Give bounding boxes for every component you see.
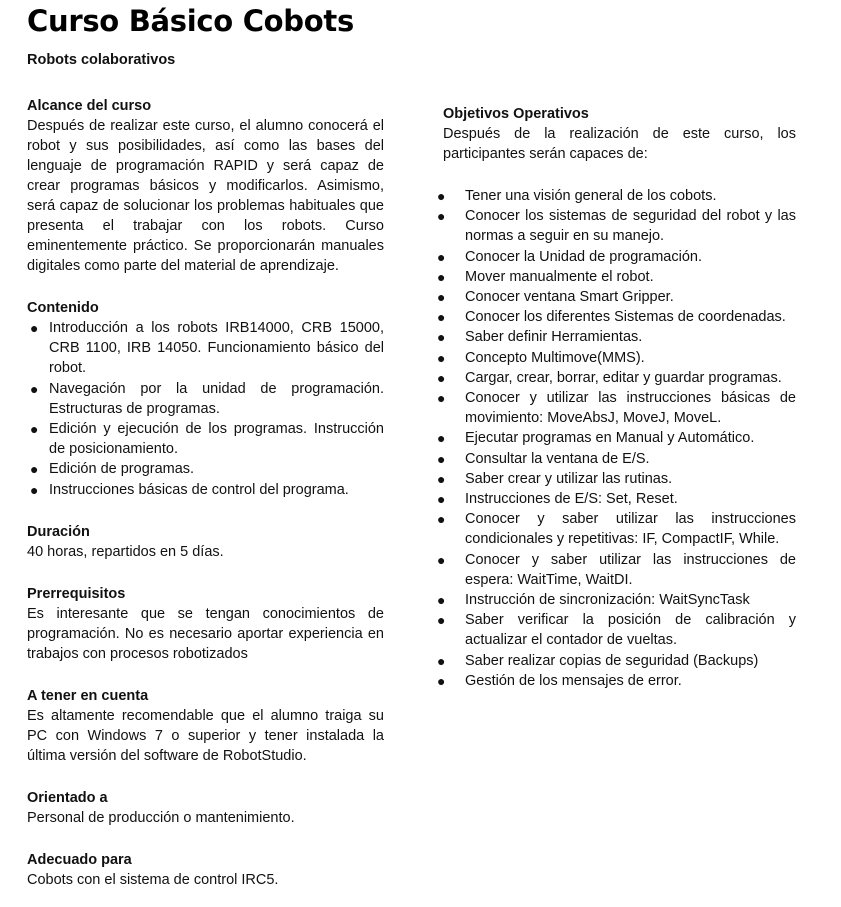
objetivos-list — [437, 186, 796, 691]
bullet-icon: ● — [437, 511, 446, 528]
bullet-icon: ● — [437, 268, 446, 285]
bullet-icon: ● — [30, 421, 39, 438]
bullet-icon: ● — [437, 349, 446, 366]
bullet-icon: ● — [437, 188, 446, 204]
bullet-icon: ● — [437, 369, 446, 386]
section-tener-en-cuenta — [27, 686, 384, 766]
list-item: ● Conocer y saber utilizar las instrucciones condicionales y repetitivas: IF, CompactIF, While. — [437, 511, 796, 548]
right-column — [437, 104, 796, 691]
section-title: Contenido — [27, 300, 99, 316]
bullet-icon: ● — [30, 380, 39, 397]
section-objetivos — [437, 104, 796, 691]
bullet-icon: ● — [437, 672, 446, 689]
bullet-icon: ● — [437, 612, 446, 629]
bullet-icon: ● — [437, 652, 446, 669]
bullet-icon: ● — [437, 592, 446, 609]
section-orientado — [27, 788, 384, 828]
list-item: ● Edición de programas. — [27, 459, 384, 479]
section-text: Cobots con el sistema de control IRC5. — [27, 871, 279, 888]
list-item: ● Introducción a los robots IRB14000, CRB 15000, CRB 1100, IRB 14050. Funcionamiento básico del robot. — [30, 320, 384, 377]
section-text: Es altamente recomendable que el alumno traiga su PC con Windows 7 o superior y tener instalada la última versión del software de RobotStudio. — [27, 707, 384, 764]
bullet-icon: ● — [437, 208, 446, 225]
list-item: ● Instrucciones básicas de control del programa. — [27, 480, 384, 500]
section-contenido — [27, 298, 384, 500]
list-item: ● Instrucciones de E/S: Set, Reset. — [443, 489, 796, 509]
section-text: Personal de producción o mantenimiento. — [27, 809, 295, 826]
bullet-icon: ● — [437, 248, 446, 265]
page-title: Curso Básico Cobots — [27, 4, 354, 38]
list-item: ● Cargar, crear, borrar, editar y guardar programas. — [443, 368, 796, 388]
list-item: ● Conocer los diferentes Sistemas de coordenadas. — [443, 307, 796, 327]
section-title: Orientado a — [27, 789, 108, 806]
bullet-icon: ● — [437, 491, 446, 508]
list-item: ● Consultar la ventana de E/S. — [443, 449, 796, 469]
bullet-icon: ● — [437, 309, 446, 326]
section-prerrequisitos — [27, 584, 384, 664]
list-item: ● Conocer los sistemas de seguridad del robot y las normas a seguir en su manejo. — [437, 208, 796, 245]
left-column — [27, 96, 384, 890]
section-title: Prerrequisitos — [27, 585, 126, 602]
bullet-icon: ● — [30, 481, 39, 498]
bullet-icon: ● — [437, 430, 446, 447]
page-subtitle: Robots colaborativos — [27, 52, 176, 68]
list-item: ● Conocer y saber utilizar las instrucciones de espera: WaitTime, WaitDI. — [437, 551, 796, 588]
contenido-list — [27, 318, 384, 500]
list-item: ● Concepto Multimove(MMS). — [443, 348, 796, 368]
list-item: ● Instrucción de sincronización: WaitSyncTask — [443, 590, 796, 610]
list-item: ● Edición y ejecución de los programas. Instrucción de posicionamiento. — [30, 421, 384, 458]
section-text: 40 horas, repartidos en 5 días. — [27, 543, 224, 560]
section-text: Después de la realización de este curso, los participantes serán capaces de: — [443, 126, 796, 162]
section-title: Adecuado para — [27, 851, 132, 868]
section-alcance — [27, 96, 384, 276]
list-item: ● Saber crear y utilizar las rutinas. — [443, 469, 796, 489]
section-title: Alcance del curso — [27, 98, 152, 114]
list-item: ● Saber verificar la posición de calibración y actualizar el contador de vueltas. — [437, 612, 796, 649]
section-adecuado — [27, 850, 384, 890]
list-item: ● Saber realizar copias de seguridad (Backups) — [443, 651, 796, 671]
section-title: Duración — [27, 523, 90, 540]
section-title: A tener en cuenta — [27, 687, 149, 704]
list-item: ● Mover manualmente el robot. — [443, 267, 796, 287]
section-text: Es interesante que se tengan conocimientos de programación. No es necesario aportar experiencia en trabajos con procesos robotizados — [27, 605, 384, 662]
section-text: Después de realizar este curso, el alumno conocerá el robot y sus posibilidades, así como las bases del lenguaje de programación RAPID y será capaz de crear programas básicos y modificarlos. Asimismo, será capaz de solucionar los problemas habituales que presenta el trabajar con los robots. Curso eminentemente práctico. Se proporcionarán manuales digitales como parte del material de aprendizaje. — [27, 118, 384, 274]
section-duracion — [27, 522, 384, 562]
bullet-icon: ● — [30, 461, 39, 478]
list-item: ● Ejecutar programas en Manual y Automático. — [443, 428, 796, 448]
bullet-icon: ● — [437, 390, 446, 407]
list-item: ● Conocer la Unidad de programación. — [443, 247, 796, 267]
bullet-icon: ● — [437, 470, 446, 487]
bullet-icon: ● — [437, 450, 446, 467]
bullet-icon: ● — [437, 329, 446, 346]
bullet-icon: ● — [437, 551, 446, 568]
section-title: Objetivos Operativos — [443, 106, 589, 122]
list-item: ● Saber definir Herramientas. — [443, 327, 796, 347]
list-item: ● Navegación por la unidad de programación. Estructuras de programas. — [30, 380, 384, 417]
bullet-icon: ● — [30, 320, 39, 336]
list-item: ● Gestión de los mensajes de error. — [443, 671, 796, 691]
list-item: ● Conocer y utilizar las instrucciones básicas de movimiento: MoveAbsJ, MoveJ, MoveL. — [437, 390, 796, 427]
list-item: ● Tener una visión general de los cobots. — [443, 186, 796, 206]
bullet-icon: ● — [437, 289, 446, 306]
list-item: ● Conocer ventana Smart Gripper. — [443, 287, 796, 307]
